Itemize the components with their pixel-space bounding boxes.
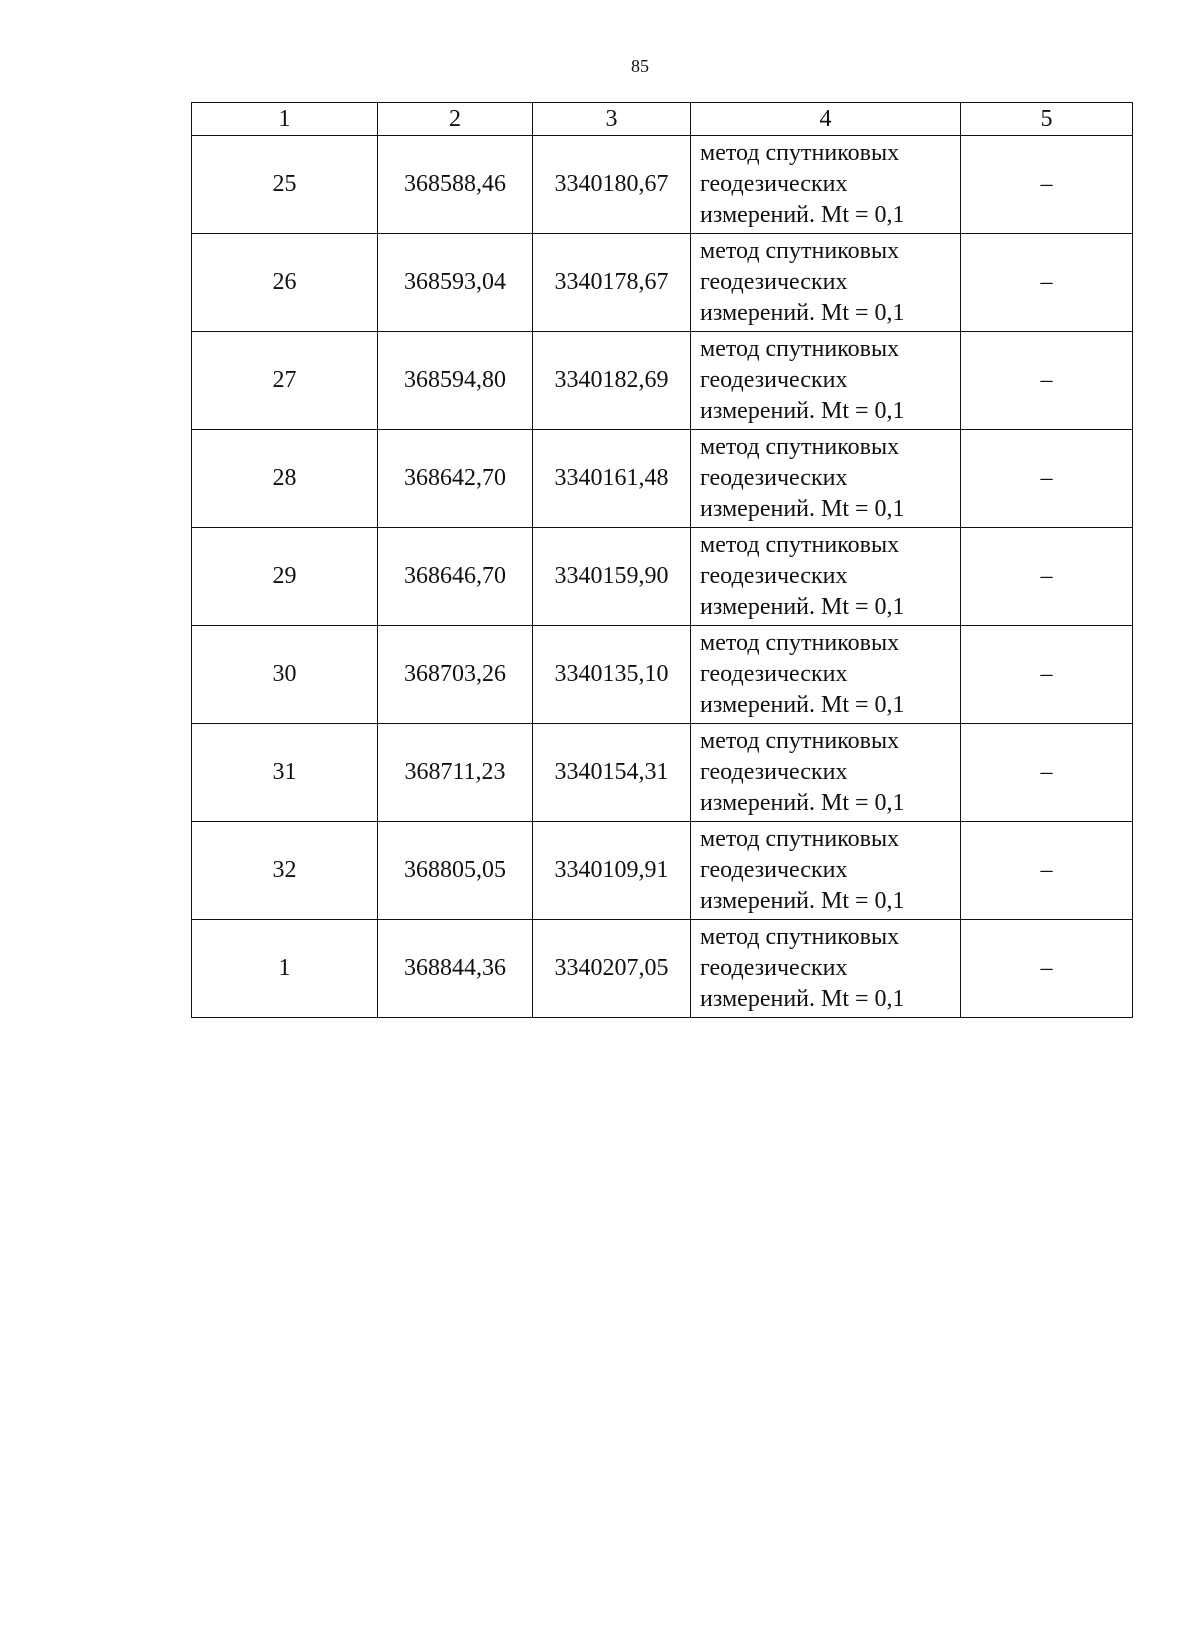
method-cell [691,430,961,528]
method-text-line: измерений. Mt = 0,1 [700,202,905,228]
point-number-cell: 1 [192,920,378,1018]
x-coordinate-cell: 368703,26 [378,626,533,724]
x-coordinate-cell: 368646,70 [378,528,533,626]
table-row [192,234,1133,332]
method-text-line: геодезических [700,661,848,687]
table-row [192,528,1133,626]
x-coordinate-cell: 368805,05 [378,822,533,920]
method-text-line: измерений. Mt = 0,1 [700,692,905,718]
method-text-line: измерений. Mt = 0,1 [700,398,905,424]
method-cell [691,136,961,234]
note-cell: – [961,430,1133,528]
method-cell [691,234,961,332]
column-header-1: 1 [192,103,378,136]
table-row [192,724,1133,822]
column-header-2: 2 [378,103,533,136]
point-number-cell: 26 [192,234,378,332]
method-text-line: геодезических [700,857,848,883]
method-cell [691,528,961,626]
note-cell: – [961,136,1133,234]
y-coordinate-cell: 3340178,67 [533,234,691,332]
method-text-line: геодезических [700,955,848,981]
method-text-line: измерений. Mt = 0,1 [700,496,905,522]
table-row [192,920,1133,1018]
method-cell [691,332,961,430]
method-text-line: геодезических [700,465,848,491]
method-text-line: метод спутниковых [700,434,900,460]
y-coordinate-cell: 3340159,90 [533,528,691,626]
method-text-line: геодезических [700,171,848,197]
method-cell [691,626,961,724]
point-number-cell: 25 [192,136,378,234]
method-text-line: измерений. Mt = 0,1 [700,594,905,620]
coordinates-table [191,102,1133,1018]
x-coordinate-cell: 368594,80 [378,332,533,430]
x-coordinate-cell: 368711,23 [378,724,533,822]
method-text-line: геодезических [700,759,848,785]
table-row [192,626,1133,724]
point-number-cell: 32 [192,822,378,920]
column-header-4: 4 [691,103,961,136]
method-cell [691,822,961,920]
header-row [192,103,1133,136]
note-cell: – [961,626,1133,724]
column-header-3: 3 [533,103,691,136]
note-cell: – [961,528,1133,626]
point-number-cell: 28 [192,430,378,528]
page-number: 85 [631,56,649,76]
y-coordinate-cell: 3340180,67 [533,136,691,234]
point-number-cell: 27 [192,332,378,430]
method-text-line: метод спутниковых [700,630,900,656]
method-cell [691,724,961,822]
method-text-line: метод спутниковых [700,238,900,264]
method-text-line: измерений. Mt = 0,1 [700,790,905,816]
method-text-line: геодезических [700,367,848,393]
y-coordinate-cell: 3340182,69 [533,332,691,430]
y-coordinate-cell: 3340161,48 [533,430,691,528]
point-number-cell: 30 [192,626,378,724]
note-cell: – [961,822,1133,920]
method-text-line: метод спутниковых [700,826,900,852]
point-number-cell: 31 [192,724,378,822]
table-row [192,136,1133,234]
method-text-line: геодезических [700,269,848,295]
method-text-line: метод спутниковых [700,336,900,362]
column-header-5: 5 [961,103,1133,136]
note-cell: – [961,234,1133,332]
table-row [192,822,1133,920]
method-text-line: измерений. Mt = 0,1 [700,986,905,1012]
note-cell: – [961,332,1133,430]
table-row [192,332,1133,430]
y-coordinate-cell: 3340135,10 [533,626,691,724]
method-text-line: метод спутниковых [700,728,900,754]
note-cell: – [961,724,1133,822]
method-text-line: метод спутниковых [700,924,900,950]
method-text-line: измерений. Mt = 0,1 [700,300,905,326]
x-coordinate-cell: 368588,46 [378,136,533,234]
note-cell: – [961,920,1133,1018]
method-text-line: измерений. Mt = 0,1 [700,888,905,914]
point-number-cell: 29 [192,528,378,626]
x-coordinate-cell: 368844,36 [378,920,533,1018]
method-text-line: геодезических [700,563,848,589]
method-text-line: метод спутниковых [700,140,900,166]
y-coordinate-cell: 3340207,05 [533,920,691,1018]
x-coordinate-cell: 368593,04 [378,234,533,332]
y-coordinate-cell: 3340109,91 [533,822,691,920]
x-coordinate-cell: 368642,70 [378,430,533,528]
table-row [192,430,1133,528]
method-text-line: метод спутниковых [700,532,900,558]
y-coordinate-cell: 3340154,31 [533,724,691,822]
method-cell [691,920,961,1018]
